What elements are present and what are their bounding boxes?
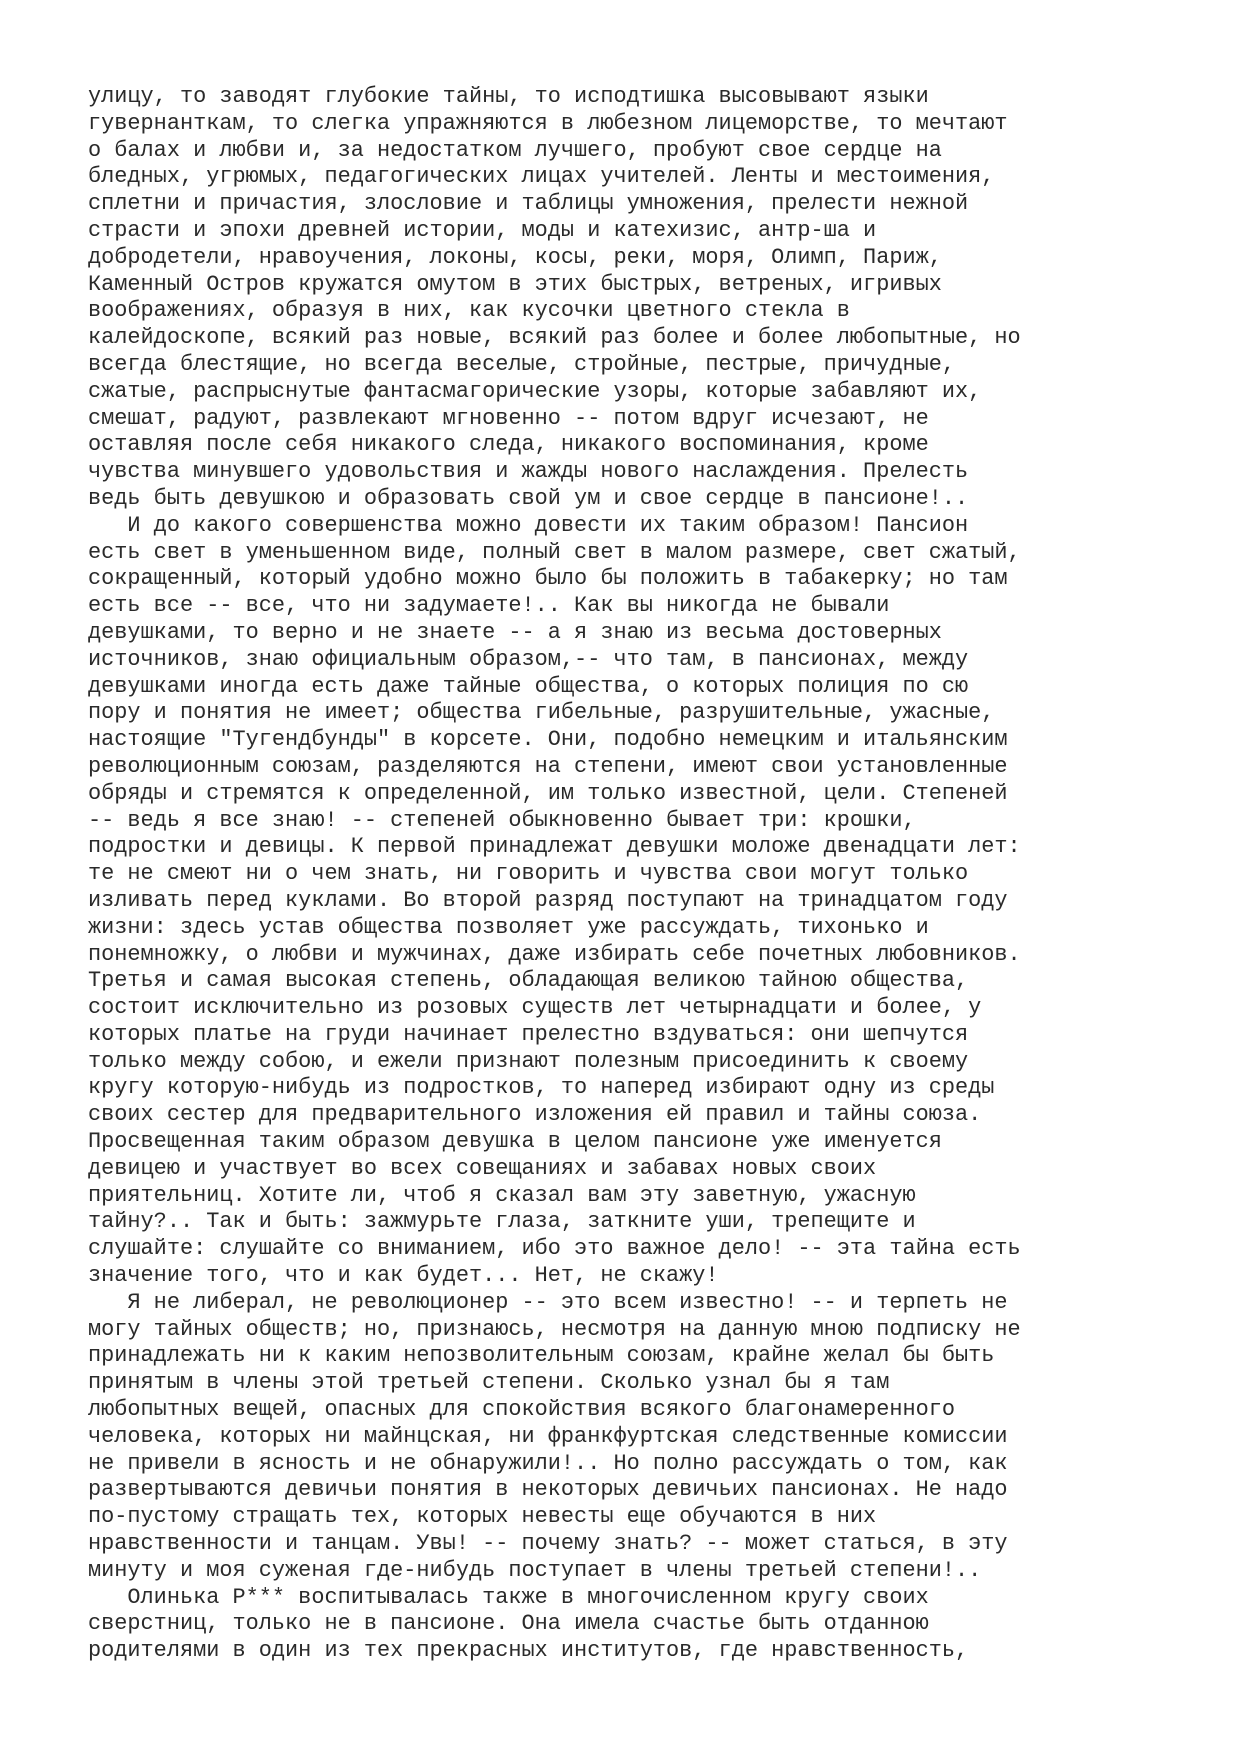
text-line: всегда блестящие, но всегда веселые, стройные, пестрые, причудные, [88,351,956,377]
text-line: минуту и моя суженая где-нибудь поступает в члены третьей степени!.. [88,1557,982,1583]
text-line: нравственности и танцам. Увы! -- почему знать? -- может статься, в эту [88,1531,1008,1557]
text-line: сплетни и причастия, злословие и таблицы умножения, прелести нежной [88,191,969,217]
text-line: те не смеют ни о чем знать, ни говорить и чувства свои могут только [88,861,969,887]
text-line: о балах и любви и, за недостатком лучшего, пробуют свое сердце на [88,137,942,163]
text-line: -- ведь я все знаю! -- степеней обыкновенно бывает три: крошки, [88,807,916,833]
text-line: которых платье на груди начинает прелестно вздуваться: они шепчутся [88,1021,969,1047]
text-line: только между собою, и ежели признают полезным присоединить к своему [88,1048,969,1074]
text-line: развертываются девичьи понятия в некоторых девичьих пансионах. Не надо [88,1477,1008,1503]
text-line: бледных, угрюмых, педагогических лицах учителей. Ленты и местоимения, [88,164,995,190]
text-line: Я не либерал, не революционер -- это всем известно! -- и терпеть не [88,1289,1008,1315]
text-line: улицу, то заводят глубокие тайны, то исподтишка высовывают языки [88,84,929,109]
text-line: смешат, радуют, развлекают мгновенно -- потом вдруг исчезают, не [88,405,929,431]
text-line: родителями в один из тех прекрасных институтов, где нравственность, [88,1638,969,1664]
text-line: понемножку, о любви и мужчинах, даже избирать себе почетных любовников. [88,941,1021,967]
text-line: Каменный Остров кружатся омутом в этих быстрых, ветреных, игривых [88,271,942,297]
text-line: состоит исключительно из розовых существ лет четырнадцати и более, у [88,995,982,1021]
text-line: любопытных вещей, опасных для спокойствия всякого благонамеренного [88,1397,956,1423]
text-line: изливать перед куклами. Во второй разряд поступают на тринадцатом году [88,887,1008,913]
text-line: оставляя после себя никакого следа, никакого воспоминания, кроме [88,432,929,458]
text-line: подростки и девицы. К первой принадлежат девушки моложе двенадцати лет: [88,834,1021,860]
text-line: принятым в члены этой третьей степени. Сколько узнал бы я там [88,1370,890,1396]
text-line: тайну?.. Так и быть: зажмурьте глаза, заткните уши, трепещите и [88,1209,916,1235]
text-line: гувернанткам, то слегка упражняются в любезном лицеморстве, то мечтают [88,110,1008,136]
text-line: своих сестер для предварительного изложения ей правил и тайны союза. [88,1102,982,1128]
text-line: девицею и участвует во всех совещаниях и забавах новых своих [88,1155,877,1181]
text-line: источников, знаю официальным образом,-- что там, в пансионах, между [88,646,969,672]
text-line: пору и понятия не имеет; общества гибельные, разрушительные, ужасные, [88,700,995,726]
text-line: Просвещенная таким образом девушка в целом пансионе уже именуется [88,1129,942,1155]
text-line: И до какого совершенства можно довести их таким образом! Пансион [88,512,969,538]
text-line: кругу которую-нибудь из подростков, то наперед избирают одну из среды [88,1075,995,1101]
text-line: Третья и самая высокая степень, обладающая великою тайною общества, [88,968,969,994]
text-line: Олинька Р*** воспитывалась также в многочисленном кругу своих [88,1584,929,1610]
text-line: сжатые, распрыснутые фантасмагорические узоры, которые забавляют их, [88,378,982,404]
text-line: страсти и эпохи древней истории, моды и катехизис, антр-ша и [88,217,877,243]
text-line: приятельниц. Хотите ли, чтоб я сказал вам эту заветную, ужасную [88,1182,916,1208]
text-line: есть все -- все, что ни задумаете!.. Как вы никогда не бывали [88,593,890,619]
text-line: революционным союзам, разделяются на степени, имеют свои установленные [88,753,1008,779]
text-line: калейдоскопе, всякий раз новые, всякий раз более и более любопытные, но [88,325,1021,351]
text-line: значение того, что и как будет... Нет, не скажу! [88,1263,719,1289]
text-line: обряды и стремятся к определенной, им только известной, цели. Степеней [88,780,1008,806]
text-line: по-пустому стращать тех, которых невесты еще обучаются в них [88,1504,877,1530]
text-line: девушками иногда есть даже тайные общества, о которых полиция по сю [88,673,969,699]
text-line: воображениях, образуя в них, как кусочки цветного стекла в [88,298,850,324]
text-line: не привели в ясность и не обнаружили!.. Но полно рассуждать о том, как [88,1450,1008,1476]
text-line: девушками, то верно и не знаете -- а я знаю из весьма достоверных [88,619,942,645]
document-text [88,84,1228,1665]
text-line: слушайте: слушайте со вниманием, ибо это важное дело! -- эта тайна есть [88,1236,1021,1262]
text-line: ведь быть девушкою и образовать свой ум и свое сердце в пансионе!.. [88,485,969,511]
text-line: жизни: здесь устав общества позволяет уже рассуждать, тихонько и [88,914,929,940]
text-line: сокращенный, который удобно можно было бы положить в табакерку; но там [88,566,1008,592]
text-line: есть свет в уменьшенном виде, полный свет в малом размере, свет сжатый, [88,539,1021,565]
text-line: сверстниц, только не в пансионе. Она имела счастье быть отданною [88,1611,929,1637]
text-line: принадлежать ни к каким непозволительным союзам, крайне желал бы быть [88,1343,995,1369]
text-line: добродетели, нравоучения, локоны, косы, реки, моря, Олимп, Париж, [88,244,942,270]
text-line: человека, которых ни майнцская, ни франкфуртская следственные комиссии [88,1423,1008,1449]
text-line: могу тайных обществ; но, признаюсь, несмотря на данную мною подписку не [88,1316,1021,1342]
text-line: настоящие "Тугендбунды" в корсете. Они, подобно немецким и итальянским [88,727,1008,753]
text-line: чувства минувшего удовольствия и жажды нового наслаждения. Прелесть [88,459,969,485]
